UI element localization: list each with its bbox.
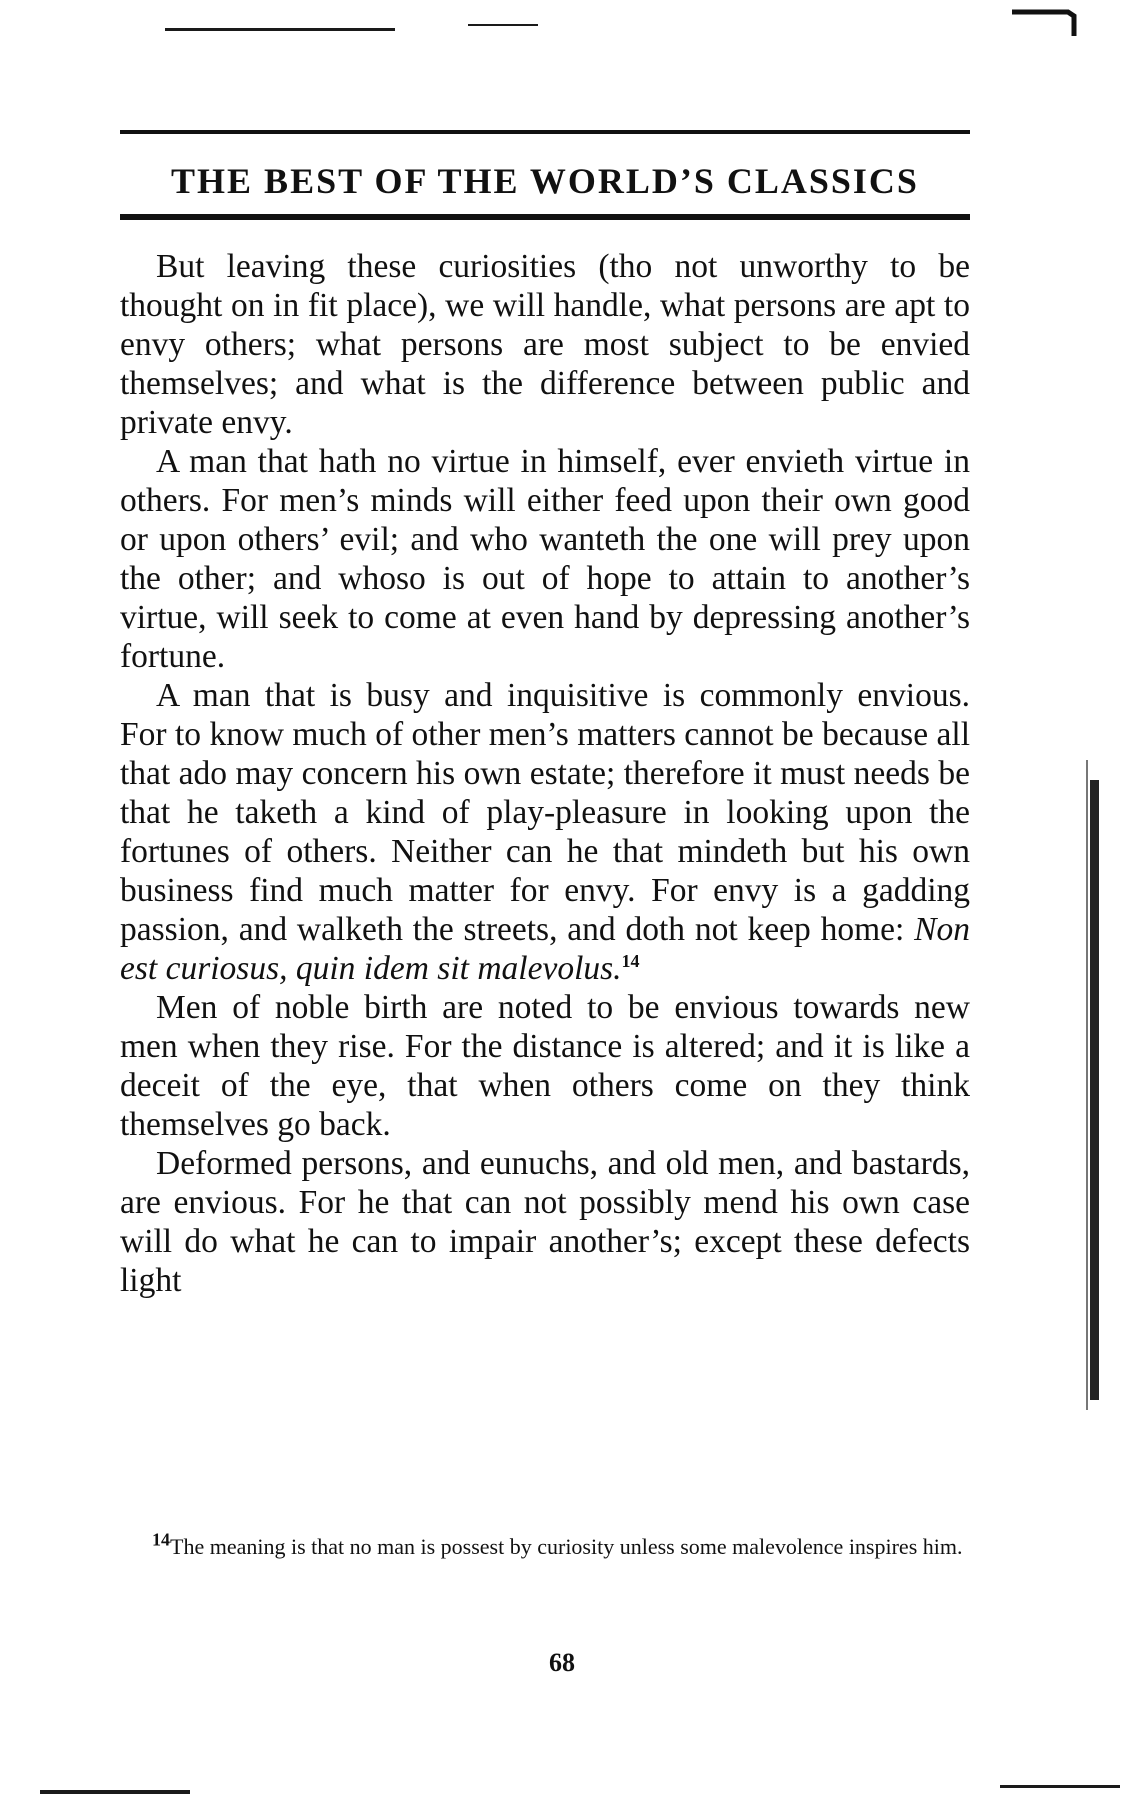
scan-artifact-top-left [165, 28, 395, 31]
header-bottom-rule [120, 214, 970, 220]
corner-crop-mark [1010, 6, 1080, 38]
paragraph [120, 676, 970, 988]
scan-artifact-top-middle [468, 24, 538, 26]
paragraph: Men of noble birth are noted to be envious towards new men when they rise. For the distance is altered; and it is like a deceit of the eye, that when others come on they think themselves go back. [120, 989, 970, 1143]
footnote-marker: 14 [152, 1529, 170, 1550]
header-top-rule [120, 130, 970, 134]
paragraph: But leaving these curiosities (tho not unworthy to be thought on in fit place), we will handle, what persons are apt to envy others; what persons are most subject to be envied themselves; and what is the difference between public and private envy. [120, 248, 970, 441]
body-text [120, 247, 970, 1300]
footnote-text: The meaning is that no man is possest by curiosity unless some malevolence inspires him. [170, 1534, 963, 1559]
page-edge-shadow-thin [1086, 760, 1088, 1410]
footnote [120, 1529, 970, 1560]
running-header: THE BEST OF THE WORLD’S CLASSICS [171, 161, 919, 201]
latin-quotation: Non est curiosus, quin idem sit malevolus. [120, 911, 970, 987]
scan-artifact-bottom-left [40, 1790, 190, 1794]
paragraph-text: A man that is busy and inquisitive is commonly envious. For to know much of other men’s matters cannot be because all that ado may concern his own estate; therefore it must needs be that he taketh a kind of play-pleasure in looking upon the fortunes of others. Neither can he that mindeth but his own business find much matter for envy. For envy is a gadding passion, and walketh the streets, and doth not keep home: [120, 677, 970, 948]
footnote-reference: 14 [621, 950, 640, 971]
page-edge-shadow [1090, 780, 1099, 1400]
scan-artifact-bottom-right [1000, 1785, 1120, 1788]
page-number: 68 [549, 1648, 575, 1677]
paragraph: A man that hath no virtue in himself, ever envieth virtue in others. For men’s minds will either feed upon their own good or upon others’ evil; and who wanteth the one will prey upon the other; and whoso is out of hope to attain to another’s virtue, will seek to come at even hand by depressing another’s fortune. [120, 443, 970, 675]
paragraph: Deformed persons, and eunuchs, and old men, and bastards, are envious. For he that can not possibly mend his own case will do what he can to impair another’s; except these defects light [120, 1145, 970, 1299]
